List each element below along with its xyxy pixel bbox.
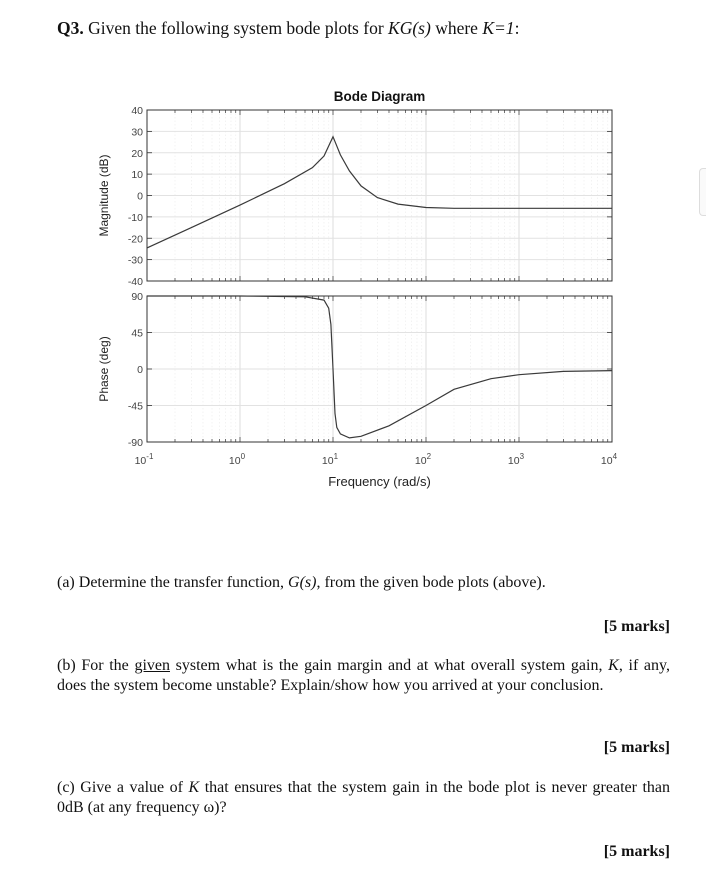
phase-ytick-label: -45 — [127, 400, 143, 413]
scroll-handle[interactable] — [699, 168, 706, 216]
question-text: Given the following system bode plots for — [83, 18, 389, 38]
question-where: where — [430, 18, 483, 38]
question-kg: KG — [388, 18, 413, 38]
magnitude-ytick-label: 10 — [131, 169, 143, 182]
question-k-eq: K=1 — [482, 18, 515, 38]
xtick-exponent: 2 — [426, 452, 432, 461]
question-number: Q3. — [57, 18, 84, 38]
part-a-marks: [5 marks] — [603, 618, 670, 635]
xtick-label — [135, 452, 154, 467]
part-b-label: (b) — [57, 657, 76, 674]
part-c-label: (c) — [57, 779, 75, 796]
magnitude-ytick-label: -40 — [127, 276, 143, 288]
part-c — [57, 778, 670, 818]
chart-title: Bode Diagram — [333, 89, 426, 104]
part-b — [57, 656, 670, 696]
phase-ylabel: Phase (deg) — [97, 336, 111, 402]
xtick-exponent: 0 — [240, 452, 246, 461]
phase-ytick-label: 45 — [131, 327, 143, 340]
xtick-base: 10 — [600, 455, 613, 467]
part-a-s: (s) — [299, 574, 317, 591]
xtick-exponent: 3 — [519, 452, 525, 461]
xtick-exponent: -1 — [146, 452, 154, 461]
part-c-text-1: Give a value of — [74, 779, 189, 796]
question-s: (s) — [412, 18, 431, 38]
xtick-exponent: 4 — [612, 452, 618, 461]
part-a — [57, 573, 670, 593]
xtick-label — [229, 452, 246, 467]
xtick-label — [322, 452, 339, 467]
part-a-text-2: , from the given bode plots (above). — [316, 574, 546, 591]
part-b-k: K — [608, 657, 619, 674]
magnitude-ytick-label: -30 — [127, 254, 143, 267]
question-colon: : — [514, 18, 520, 38]
xlabel: Frequency (rad/s) — [328, 474, 431, 489]
part-c-k: K — [188, 779, 200, 796]
xtick-base: 10 — [321, 455, 334, 467]
part-a-label: (a) — [57, 574, 75, 591]
magnitude-ytick-label: -10 — [127, 211, 143, 224]
phase-ytick-label: 0 — [137, 364, 143, 376]
magnitude-ytick-label: 40 — [131, 105, 143, 117]
xtick-base: 10 — [228, 455, 241, 467]
part-b-marks: [5 marks] — [603, 739, 670, 756]
part-c-text-2: that ensures that the system gain in the bode plot is never greater than 0dB (at any frequency ω)? — [57, 779, 670, 816]
magnitude-ytick-label: 0 — [137, 190, 143, 203]
phase-ytick-label: -90 — [127, 437, 143, 449]
xtick-label — [601, 452, 618, 467]
magnitude-ytick-label: 20 — [131, 147, 143, 160]
part-c-marks: [5 marks] — [603, 843, 670, 860]
part-a-text-1: Determine the transfer function, — [74, 574, 289, 591]
xtick-label — [415, 452, 432, 467]
part-b-text-2: system what is the gain margin and at what overall system gain, — [169, 657, 609, 674]
part-a-g: G — [288, 574, 300, 591]
part-b-text-3: , if any, does the system become unstable? Explain/show how you arrived at your conclusion. — [57, 657, 670, 694]
magnitude-ytick-label: 30 — [131, 126, 143, 139]
part-b-given: given — [134, 657, 170, 674]
magnitude-ytick-label: -20 — [127, 233, 143, 246]
xtick-label — [508, 452, 525, 467]
xtick-base: 10 — [414, 455, 427, 467]
xtick-base: 10 — [134, 455, 147, 467]
xtick-exponent: 1 — [333, 452, 339, 461]
magnitude-ylabel: Magnitude (dB) — [97, 154, 111, 237]
phase-ytick-label: 90 — [131, 291, 143, 303]
xtick-base: 10 — [507, 455, 520, 467]
part-b-text-1: For the — [75, 657, 135, 674]
